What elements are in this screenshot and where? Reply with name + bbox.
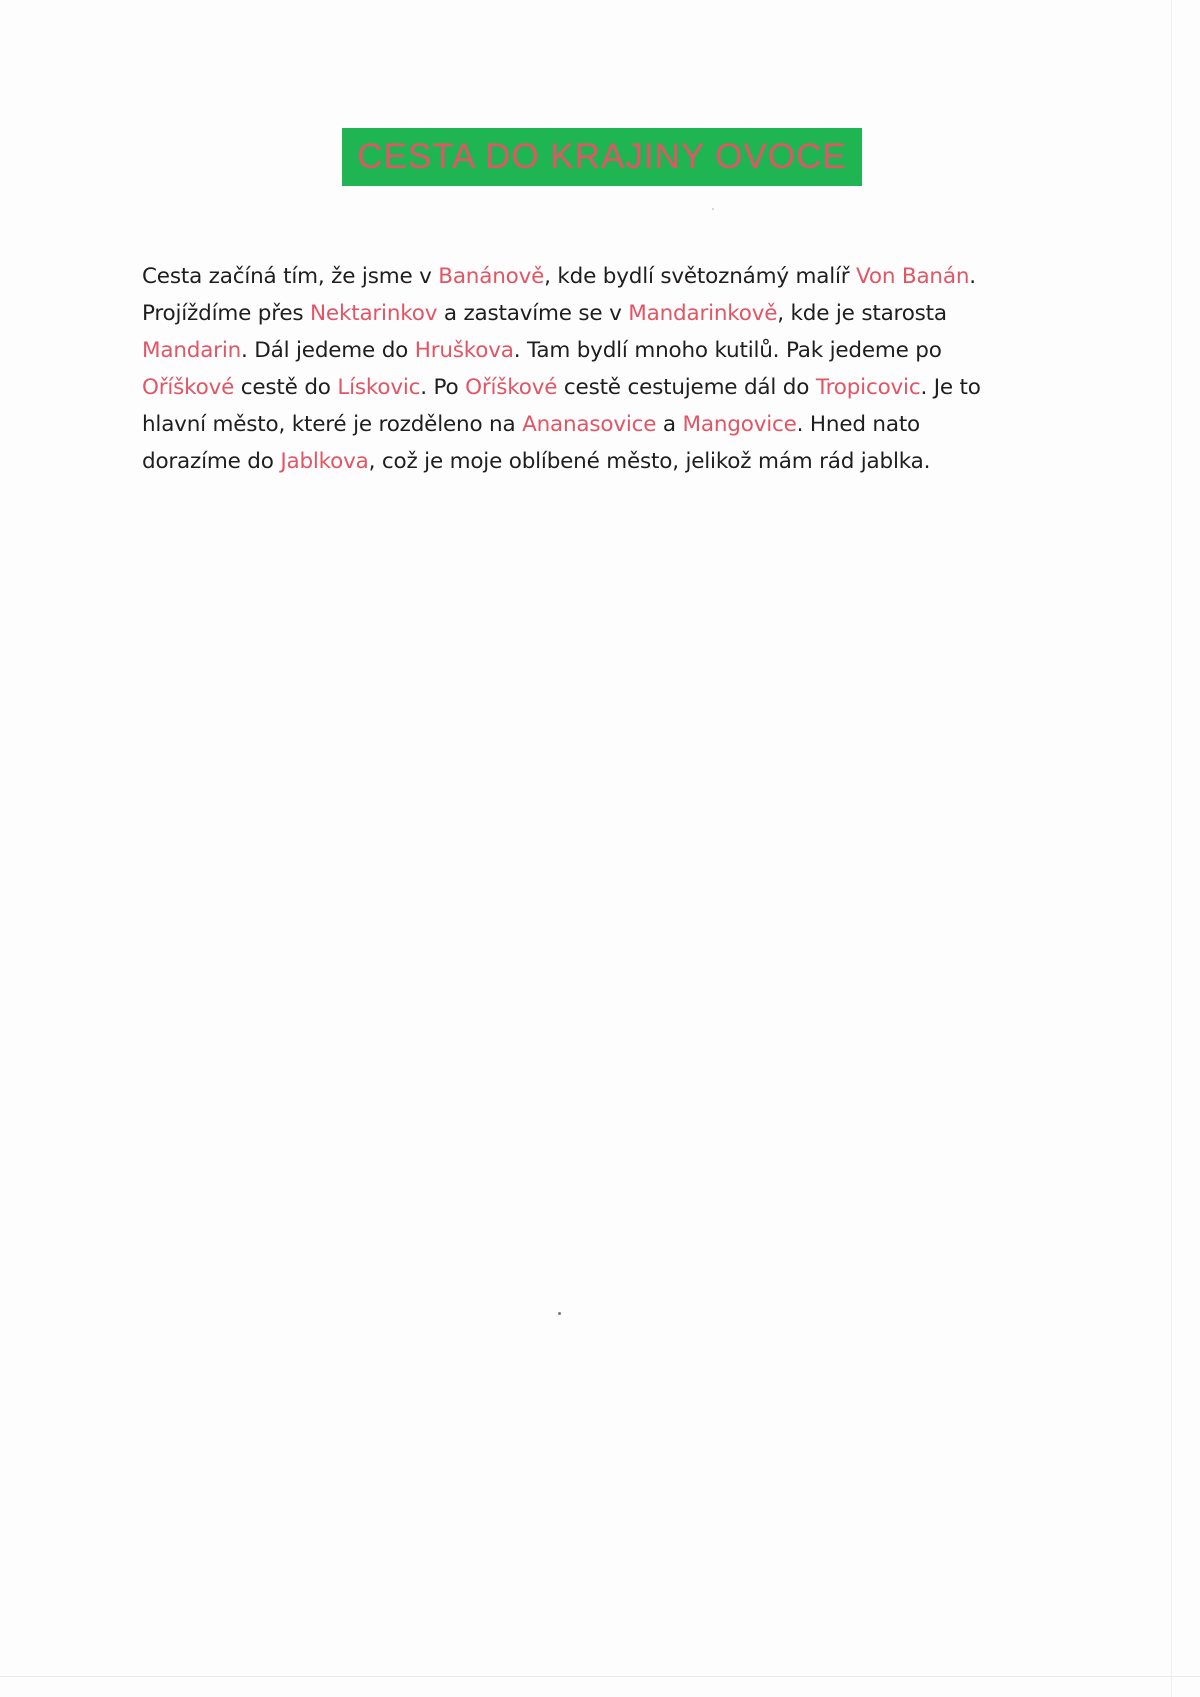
text-segment: cestě cestujeme dál do bbox=[557, 375, 816, 400]
highlighted-place-name: Hruškova bbox=[414, 338, 514, 363]
text-segment: , což je moje oblíbené město, jelikož mám rád jablka. bbox=[368, 449, 931, 474]
paragraph-line bbox=[142, 369, 1082, 406]
text-segment: Projíždíme přes bbox=[142, 301, 311, 326]
highlighted-place-name: Oříškové bbox=[465, 375, 558, 400]
text-segment: . bbox=[969, 264, 976, 289]
highlighted-place-name: Banánově bbox=[438, 264, 545, 289]
title-banner bbox=[342, 128, 862, 186]
highlighted-place-name: Von Banán bbox=[856, 264, 970, 289]
scan-speck bbox=[558, 1312, 561, 1315]
page-title: CESTA DO KRAJINY OVOCE bbox=[357, 137, 847, 176]
highlighted-place-name: Mandarin bbox=[142, 338, 242, 363]
highlighted-place-name: Mangovice bbox=[682, 412, 797, 437]
paragraph-line bbox=[142, 406, 1082, 443]
text-segment: , kde je starosta bbox=[777, 301, 947, 326]
text-segment: a zastavíme se v bbox=[437, 301, 629, 326]
text-segment: , kde bydlí světoznámý malíř bbox=[544, 264, 857, 289]
highlighted-place-name: Tropicovic bbox=[815, 375, 921, 400]
highlighted-place-name: Jablkova bbox=[280, 449, 369, 474]
text-segment: cestě do bbox=[234, 375, 338, 400]
scan-speck bbox=[712, 208, 714, 210]
highlighted-place-name: Lískovic bbox=[337, 375, 421, 400]
highlighted-place-name: Ananasovice bbox=[522, 412, 657, 437]
highlighted-place-name: Nektarinkov bbox=[310, 301, 438, 326]
page-edge-right bbox=[1171, 0, 1172, 1697]
paragraph-line bbox=[142, 258, 1082, 295]
paragraph-line bbox=[142, 443, 1082, 480]
text-segment: . Dál jedeme do bbox=[241, 338, 415, 363]
body-paragraph bbox=[142, 258, 1082, 480]
paragraph-line bbox=[142, 332, 1082, 369]
text-segment: . Je to bbox=[920, 375, 981, 400]
text-segment: Cesta začíná tím, že jsme v bbox=[142, 264, 439, 289]
text-segment: dorazíme do bbox=[142, 449, 281, 474]
text-segment: . Po bbox=[420, 375, 466, 400]
text-segment: hlavní město, které je rozděleno na bbox=[142, 412, 523, 437]
highlighted-place-name: Mandarinkově bbox=[628, 301, 778, 326]
paragraph-line bbox=[142, 295, 1082, 332]
page-edge-bottom bbox=[0, 1676, 1200, 1677]
text-segment: . Hned nato bbox=[796, 412, 921, 437]
text-segment: a bbox=[656, 412, 683, 437]
text-segment: . Tam bydlí mnoho kutilů. Pak jedeme po bbox=[513, 338, 942, 363]
highlighted-place-name: Oříškové bbox=[142, 375, 235, 400]
